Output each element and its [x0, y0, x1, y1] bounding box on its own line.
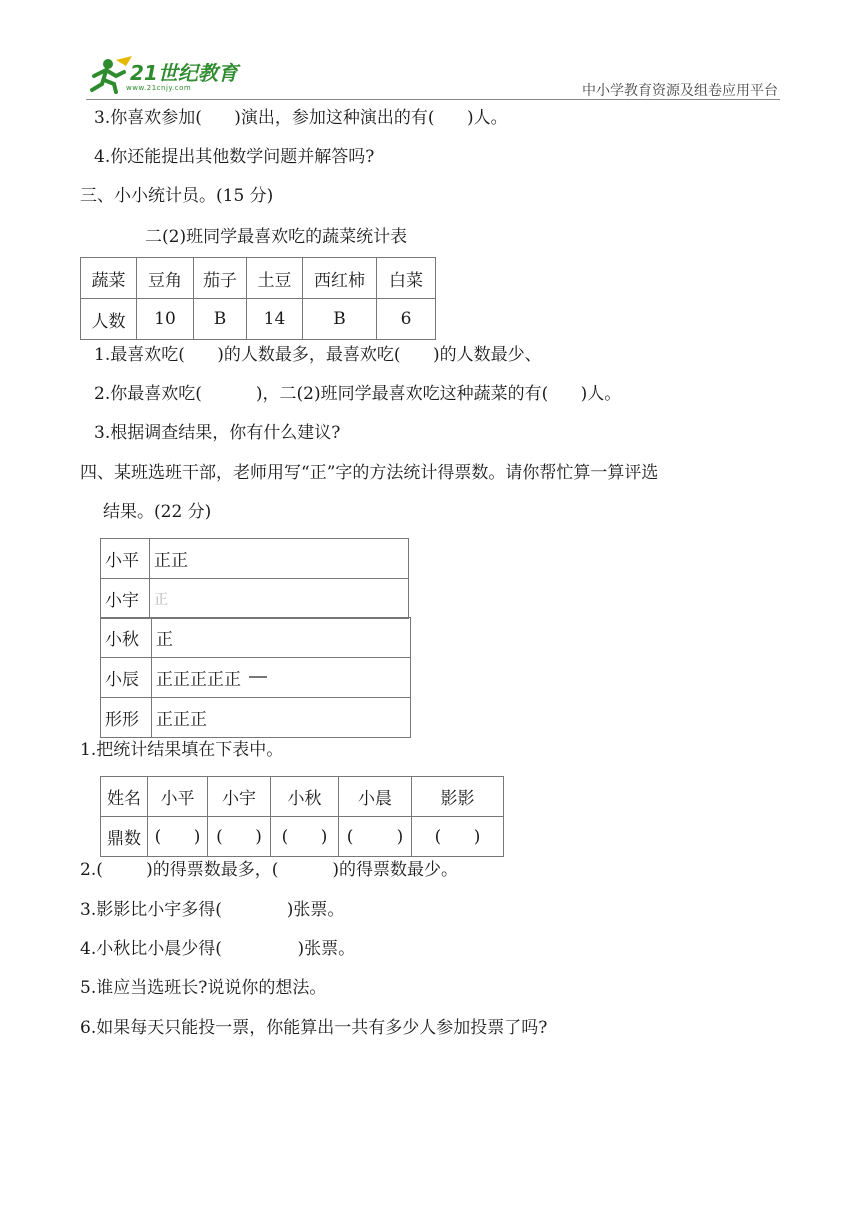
table-cell: 豆角: [137, 258, 194, 299]
s4-question-4: 4.小秋比小晨少得( )张票。: [80, 939, 356, 959]
s4-question-3: 3.影影比小宇多得( )张票。: [80, 900, 345, 920]
tally-marks: 正正正: [152, 698, 411, 738]
table-row: [101, 817, 504, 857]
table-cell: 茄子: [194, 258, 247, 299]
table-cell: 鼎数: [101, 817, 148, 857]
s2-question-4: 4.你还能提出其他数学问题并解答吗?: [94, 147, 375, 167]
table-row: [101, 777, 504, 817]
tally-name: 形形: [101, 698, 152, 738]
s4-question-6: 6.如果每天只能投一票，你能算出一共有多少人参加投票了吗?: [80, 1018, 548, 1038]
tally-name: 小平: [101, 539, 150, 579]
result-table: [100, 776, 504, 857]
table-cell: 姓名: [101, 777, 148, 817]
table-row: [101, 658, 411, 698]
table-cell: 小宇: [208, 777, 271, 817]
tally-marks: 正正: [150, 539, 409, 579]
tally-name: 小辰: [101, 658, 152, 698]
table-cell: 14: [247, 299, 303, 340]
tally-table-bottom: [100, 617, 411, 738]
logo-url: www.21cnjy.com: [126, 84, 192, 92]
table-row: [81, 299, 436, 340]
tally-table-top: [100, 538, 409, 619]
table-cell: 蔬菜: [81, 258, 137, 299]
tally-marks-cell: [152, 658, 411, 698]
table-cell: 影影: [412, 777, 504, 817]
tally-name: 小秋: [101, 618, 152, 658]
tally-marks: 正正正正正: [156, 670, 241, 690]
s4-question-5: 5.谁应当选班长?说说你的想法。: [80, 978, 327, 998]
table-row: [101, 579, 409, 619]
vegetable-table-title: 二(2)班同学最喜欢吃的蔬菜统计表: [145, 227, 408, 247]
tally-marks: 正: [150, 579, 409, 619]
answer-blank[interactable]: ( ): [208, 817, 271, 857]
platform-title: 中小学教育资源及组卷应用平台: [582, 83, 778, 99]
s2-question-3: 3.你喜欢参加( )演出，参加这种演出的有( )人。: [94, 108, 508, 128]
partial-stroke-mark: [249, 676, 267, 678]
table-cell: 10: [137, 299, 194, 340]
table-cell: 人数: [81, 299, 137, 340]
table-cell: 土豆: [247, 258, 303, 299]
table-row: [101, 539, 409, 579]
answer-blank[interactable]: ( ): [271, 817, 339, 857]
answer-blank[interactable]: ( ): [148, 817, 208, 857]
section-3-heading: 三、小小统计员。(15 分): [80, 186, 274, 206]
header-divider: [86, 99, 780, 100]
answer-blank[interactable]: ( ): [339, 817, 412, 857]
s4-question-2: 2.( )的得票数最多，( )的得票数最少。: [80, 860, 459, 880]
table-cell: 小秋: [271, 777, 339, 817]
table-row: [101, 698, 411, 738]
table-cell: 6: [377, 299, 436, 340]
tally-marks: 正: [152, 618, 411, 658]
tally-name: 小宇: [101, 579, 150, 619]
answer-blank[interactable]: ( ): [412, 817, 504, 857]
section-4-heading-cont: 结果。(22 分): [103, 502, 212, 522]
table-row: [81, 258, 436, 299]
s3-question-2: 2.你最喜欢吃( )，二(2)班同学最喜欢吃这种蔬菜的有( )人。: [94, 384, 622, 404]
table-cell: 小平: [148, 777, 208, 817]
table-cell: B: [303, 299, 377, 340]
logo-text: 21世纪教育: [130, 61, 238, 85]
s3-question-1: 1.最喜欢吃( )的人数最多，最喜欢吃( )的人数最少、: [94, 345, 542, 365]
s3-question-3: 3.根据调查结果，你有什么建议?: [94, 423, 341, 443]
section-4-heading: 四、某班选班干部，老师用写“正”字的方法统计得票数。请你帮忙算一算评选: [80, 463, 659, 483]
table-cell: 西红柿: [303, 258, 377, 299]
vegetable-table: [80, 257, 436, 340]
table-row: [101, 618, 411, 658]
table-cell: 小晨: [339, 777, 412, 817]
table-cell: 白菜: [377, 258, 436, 299]
table-cell: B: [194, 299, 247, 340]
s4-question-1: 1.把统计结果填在下表中。: [80, 740, 284, 760]
